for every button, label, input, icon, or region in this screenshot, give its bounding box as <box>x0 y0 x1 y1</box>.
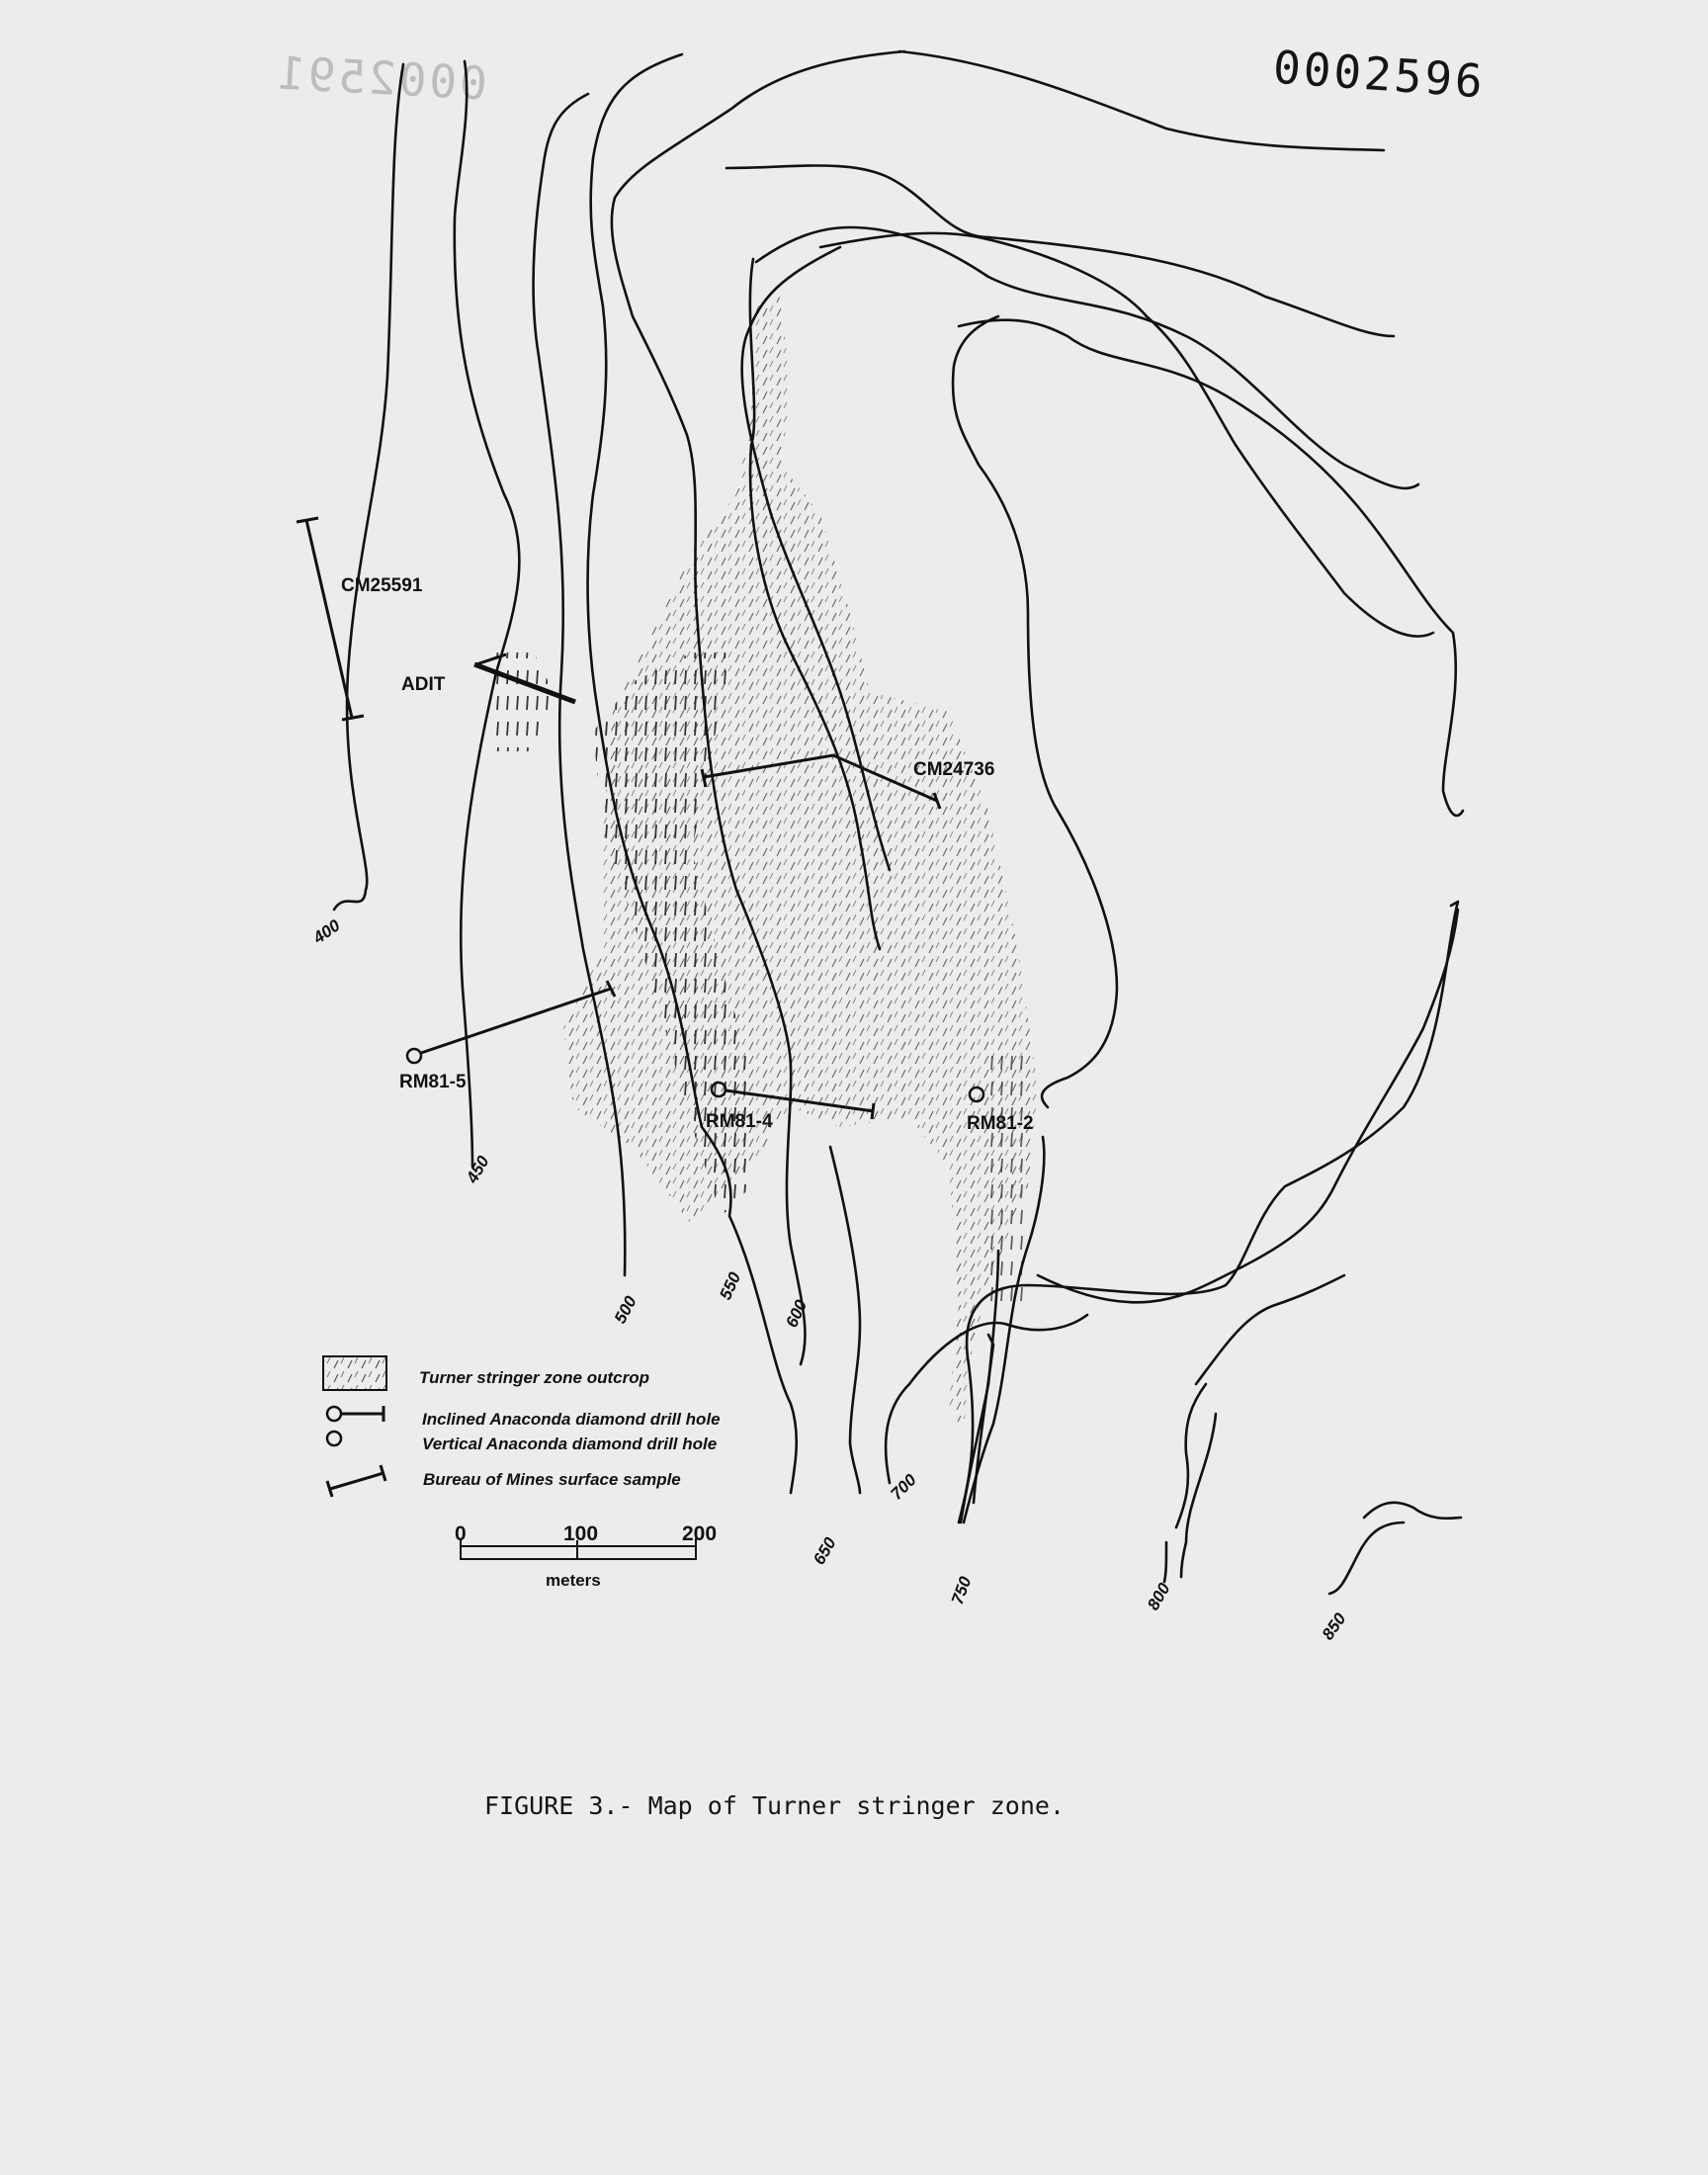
contour-label-450: 450 <box>463 1152 493 1186</box>
drill-hole-label-rm81-2: RM81-2 <box>967 1113 1034 1134</box>
contour-label-500: 500 <box>610 1292 640 1327</box>
document-number: 0002596 <box>1271 40 1488 109</box>
contour-label-800: 800 <box>1144 1579 1174 1613</box>
legend-sample-label: Bureau of Mines surface sample <box>423 1470 681 1489</box>
legend-outcrop-swatch <box>323 1356 386 1390</box>
contour-label-400: 400 <box>309 915 344 948</box>
adit-label: ADIT <box>401 674 446 695</box>
drill-hole-label-rm81-5: RM81-5 <box>399 1072 467 1092</box>
legend-vertical-label: Vertical Anaconda diamond drill hole <box>422 1435 718 1453</box>
sample-label-cm24736: CM24736 <box>913 759 995 780</box>
drill-hole-label-rm81-4: RM81-4 <box>706 1111 773 1132</box>
bleed-through-number: 0002591 <box>273 45 489 111</box>
legend <box>323 1356 721 1497</box>
legend-inclined-symbol <box>327 1406 384 1422</box>
figure-caption: FIGURE 3.- Map of Turner stringer zone. <box>484 1791 1065 1820</box>
legend-inclined-label: Inclined Anaconda diamond drill hole <box>422 1410 721 1429</box>
scale-unit-label: meters <box>546 1571 601 1590</box>
sample-label-cm25591: CM25591 <box>341 575 423 596</box>
contour-label-750: 750 <box>947 1574 976 1608</box>
legend-vertical-symbol <box>327 1432 341 1445</box>
contour-label-650: 650 <box>810 1533 840 1568</box>
scale-tick-100: 100 <box>563 1522 599 1545</box>
contour-label-550: 550 <box>716 1268 745 1303</box>
contour-label-600: 600 <box>782 1296 811 1331</box>
scale-bar <box>455 1522 717 1590</box>
scale-tick-200: 200 <box>682 1522 718 1545</box>
outcrop-zone <box>492 297 1038 1434</box>
contour-label-850: 850 <box>1318 1610 1350 1644</box>
contour-label-700: 700 <box>887 1470 920 1504</box>
legend-sample-symbol <box>327 1465 385 1497</box>
legend-outcrop-label: Turner stringer zone outcrop <box>419 1368 649 1387</box>
scale-tick-0: 0 <box>455 1522 467 1545</box>
